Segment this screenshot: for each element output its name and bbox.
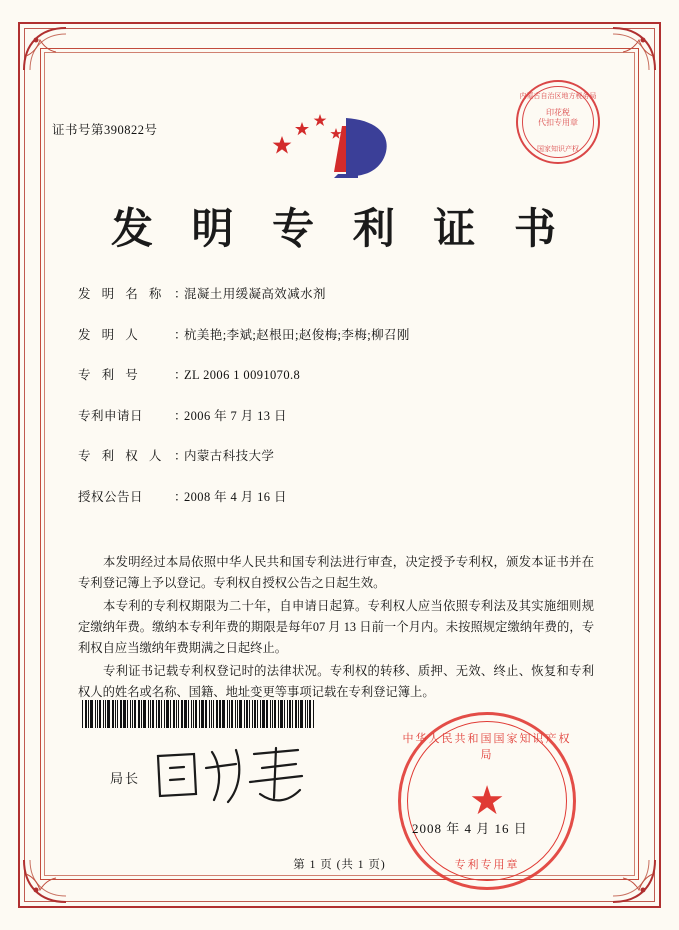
state-seal-arc-bottom: 专利专用章 bbox=[454, 859, 520, 871]
tax-stamp-seal bbox=[516, 80, 600, 164]
field-colon: ： bbox=[174, 368, 187, 382]
barcode bbox=[82, 700, 388, 728]
field-application-date bbox=[78, 406, 608, 424]
body-text bbox=[78, 552, 594, 705]
field-colon: ： bbox=[174, 327, 187, 342]
field-colon: ： bbox=[174, 287, 187, 301]
field-label: 发 明 人 bbox=[78, 327, 142, 342]
field-value: 内蒙古科技大学 bbox=[184, 449, 275, 463]
field-label: 专利申请日 bbox=[78, 408, 144, 423]
field-patent-number bbox=[78, 365, 608, 383]
corner-ornament-top-right bbox=[611, 26, 657, 72]
page-title: 发 明 专 利 证 书 bbox=[110, 204, 569, 253]
field-invention-name bbox=[78, 284, 608, 302]
field-value: 杭美艳;李斌;赵根田;赵俊梅;李梅;柳召刚 bbox=[184, 327, 410, 342]
field-value: ZL 2006 1 0091070.8 bbox=[184, 368, 301, 382]
sipo-logo-icon bbox=[272, 108, 402, 186]
field-colon: ： bbox=[174, 449, 187, 463]
certificate-number: 证书号第390822号 bbox=[52, 123, 158, 137]
director-signature bbox=[150, 742, 310, 812]
issue-date: 2008 年 4 月 16 日 bbox=[412, 821, 528, 836]
field-label: 授权公告日 bbox=[78, 489, 144, 504]
tax-seal-line1: 印花税 bbox=[546, 108, 570, 117]
field-colon: ： bbox=[174, 408, 187, 423]
body-paragraph-2: 本专利的专利权期限为二十年，自申请日起算。专利权人应当依照专利法及其实施细则规定缴纳年费。缴纳本专利年费的期限是每年07 月 13 日前一个月内。未按照规定缴纳年费的，专利权自应当缴纳年费期满之日起终止。 bbox=[78, 599, 594, 655]
field-patentee bbox=[78, 446, 608, 464]
field-grant-announcement-date bbox=[78, 487, 608, 505]
director-label: 局长 bbox=[110, 771, 141, 786]
field-label: 专 利 权 人 bbox=[78, 449, 166, 463]
corner-ornament-top-left bbox=[22, 26, 68, 72]
body-paragraph-3: 专利证书记载专利权登记时的法律状况。专利权的转移、质押、无效、终止、恢复和专利权人的姓名或名称、国籍、地址变更等事项记载在专利登记簿上。 bbox=[78, 664, 594, 699]
field-value: 2008 年 4 月 16 日 bbox=[184, 489, 287, 504]
field-label: 发 明 名 称 bbox=[78, 287, 166, 301]
state-seal-arc-top: 中华人民共和国国家知识产权局 bbox=[402, 733, 572, 761]
tax-seal-line2: 代扣专用章 bbox=[538, 118, 578, 127]
state-seal-star-icon: ★ bbox=[469, 778, 505, 823]
field-label: 专 利 号 bbox=[78, 368, 142, 382]
body-paragraph-1: 本发明经过本局依照中华人民共和国专利法进行审查，决定授予专利权，颁发本证书并在专利登记簿上予以登记。专利权自授权公告之日起生效。 bbox=[78, 555, 594, 590]
field-value: 2006 年 7 月 13 日 bbox=[184, 408, 287, 423]
tax-seal-arc-top: 内蒙古自治区地方税务局 bbox=[519, 92, 597, 100]
tax-seal-arc-bottom: 国家知识产权 bbox=[537, 145, 579, 153]
field-list bbox=[78, 284, 608, 527]
field-colon: ： bbox=[174, 489, 187, 504]
field-inventors bbox=[78, 325, 608, 343]
field-value: 混凝土用缓凝高效减水剂 bbox=[184, 287, 326, 301]
page-number-footer: 第 1 页 (共 1 页) bbox=[293, 859, 386, 871]
